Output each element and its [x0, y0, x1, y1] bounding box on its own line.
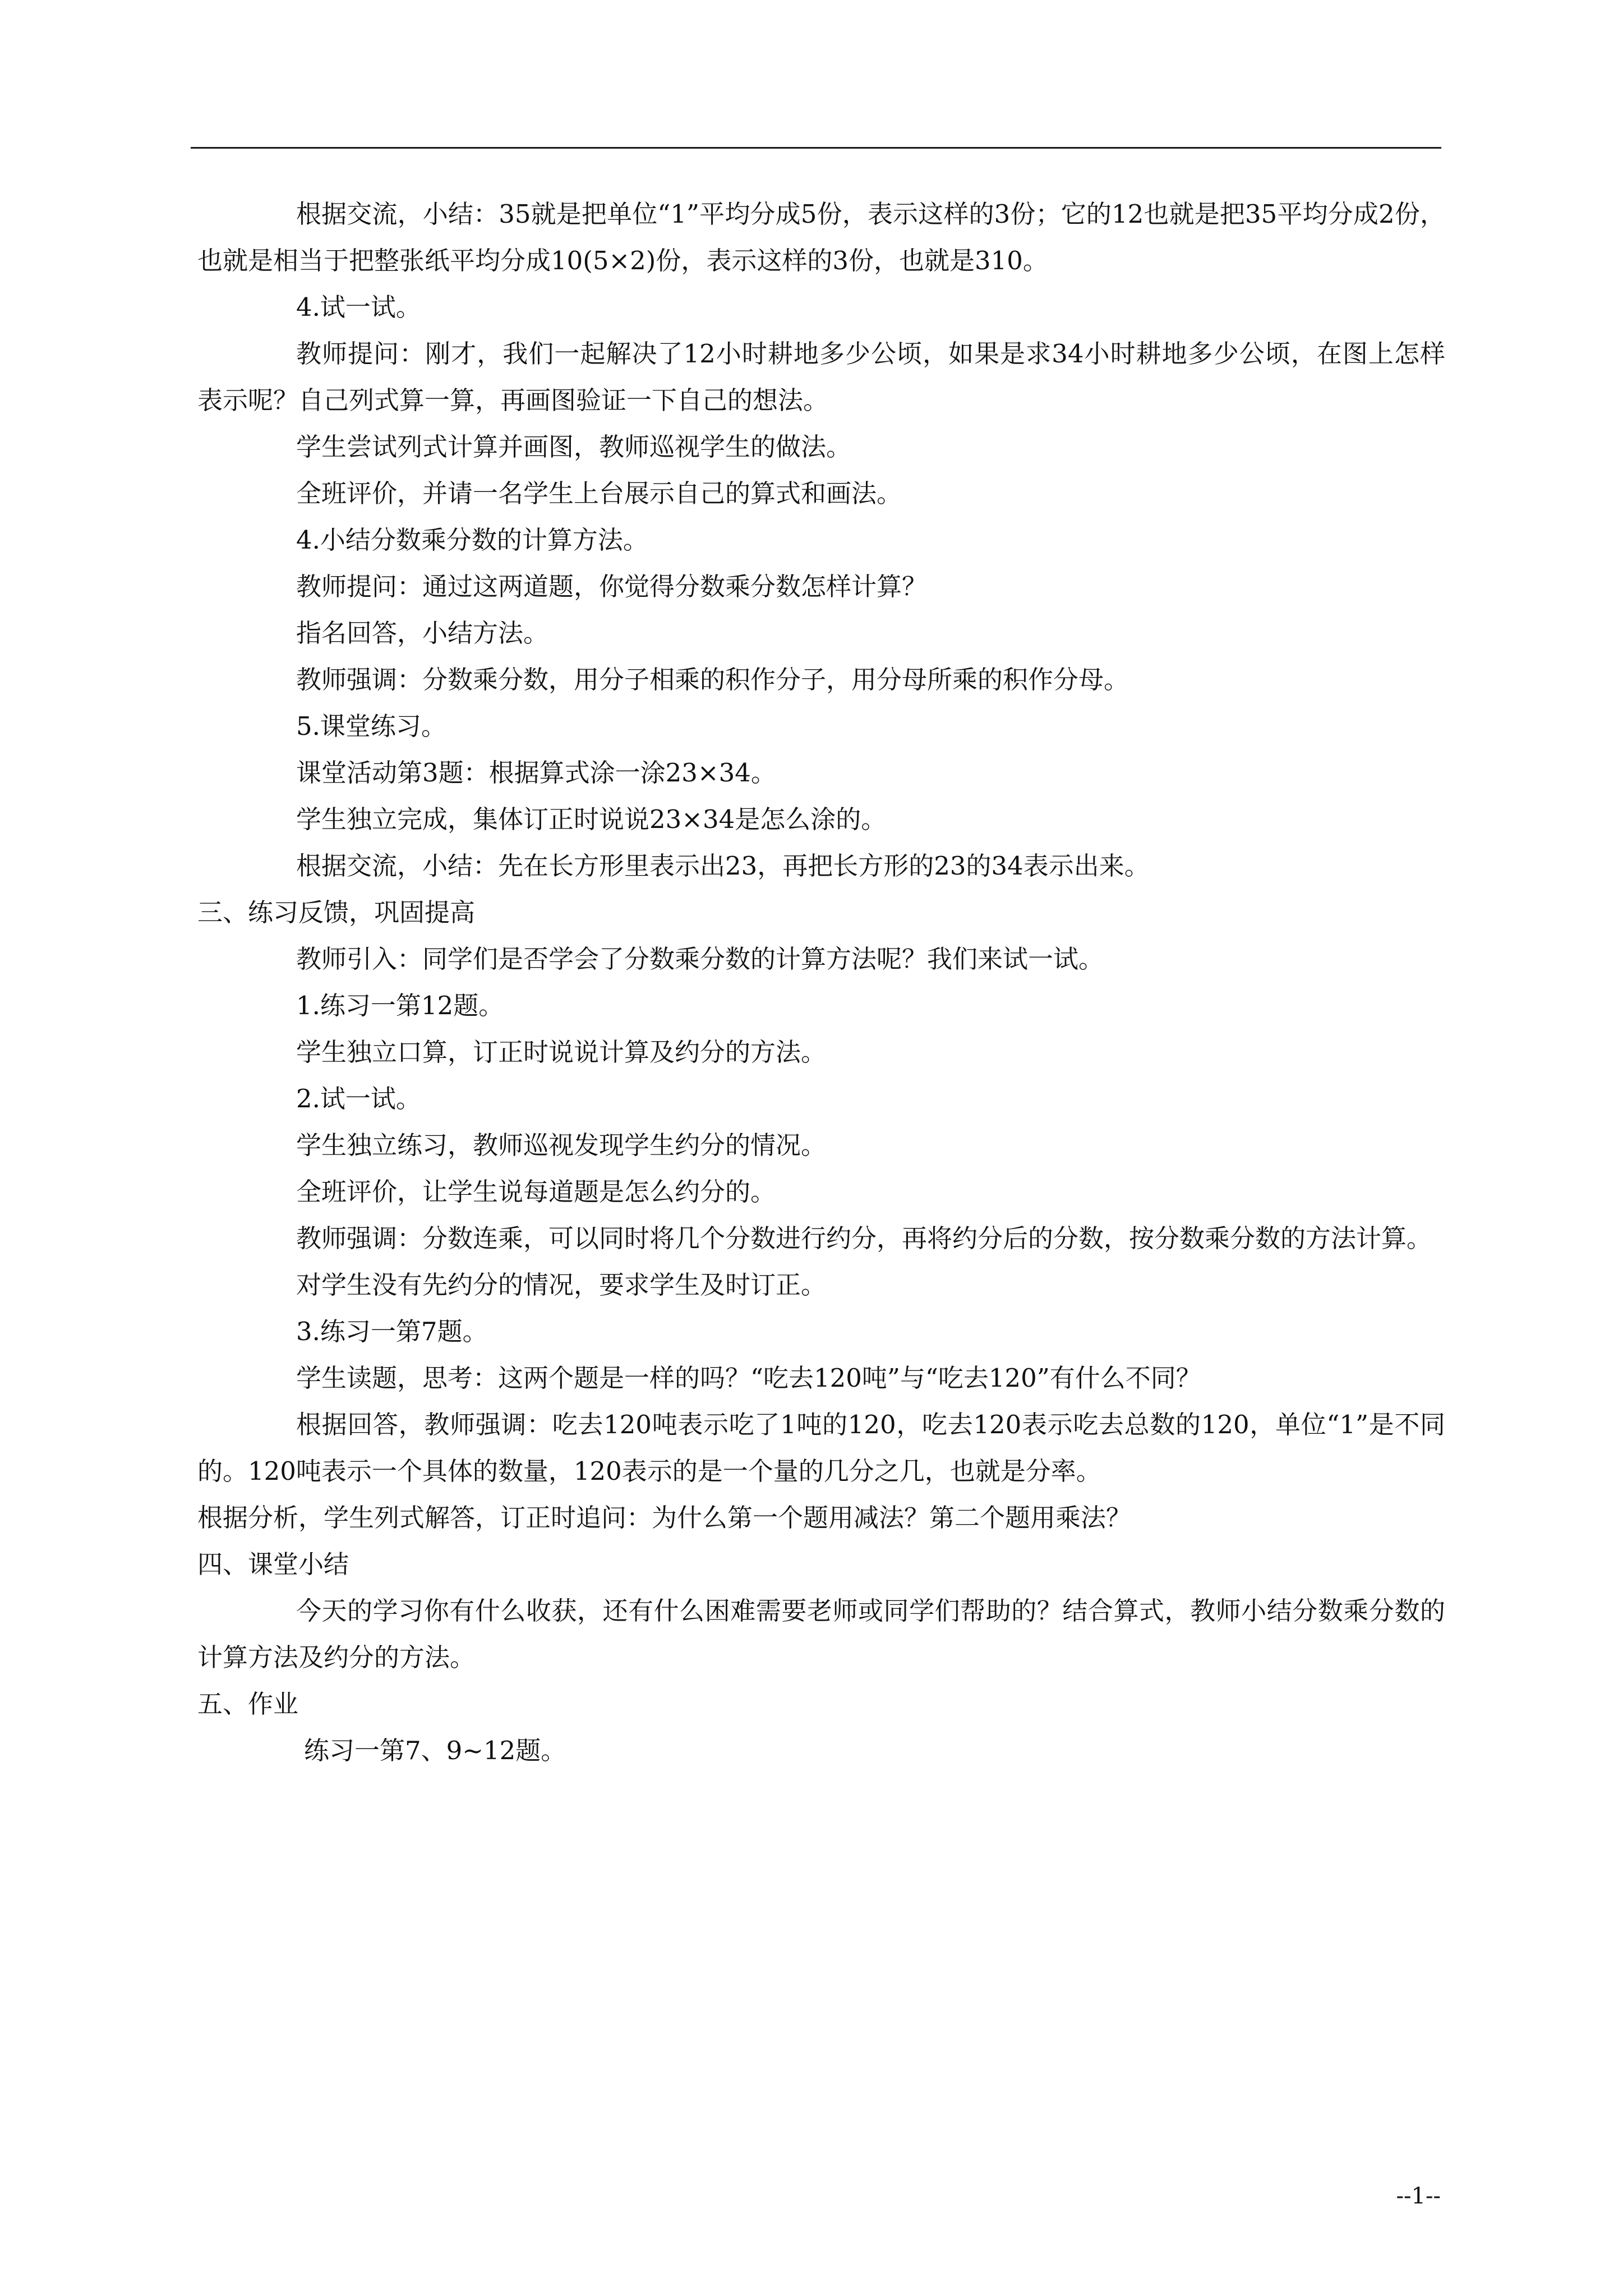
paragraph: 教师提问：刚才，我们一起解决了12小时耕地多少公顷，如果是求34小时耕地多少公顷，在图上怎样表示呢？自己列式算一算，再画图验证一下自己的想法。 [197, 339, 1445, 415]
paragraph: 3.练习一第7题。 [296, 1317, 488, 1346]
paragraph: 学生尝试列式计算并画图，教师巡视学生的做法。 [296, 432, 852, 462]
paragraph: 2.试一试。 [296, 1084, 421, 1114]
paragraph: 课堂活动第3题：根据算式涂一涂23×34。 [296, 758, 776, 788]
paragraph: 全班评价，并请一名学生上台展示自己的算式和画法。 [296, 478, 902, 508]
section-heading: 四、课堂小结 [197, 1549, 349, 1579]
document-body [197, 191, 1445, 1774]
paragraph: 根据交流，小结：先在长方形里表示出23，再把长方形的23的34表示出来。 [296, 851, 1150, 881]
paragraph: 对学生没有先约分的情况，要求学生及时订正。 [296, 1270, 827, 1300]
paragraph: 学生独立口算，订正时说说计算及约分的方法。 [296, 1037, 827, 1067]
header-rule [191, 147, 1441, 149]
paragraph: 今天的学习你有什么收获，还有什么困难需要老师或同学们帮助的？结合算式，教师小结分数乘分数的计算方法及约分的方法。 [197, 1596, 1445, 1672]
page-number: --1-- [1396, 2183, 1441, 2209]
paragraph: 全班评价，让学生说每道题是怎么约分的。 [296, 1177, 776, 1207]
paragraph: 4.小结分数乘分数的计算方法。 [296, 525, 648, 555]
paragraph: 学生独立完成，集体订正时说说23×34是怎么涂的。 [296, 804, 887, 834]
paragraph: 学生读题，思考：这两个题是一样的吗？“吃去120吨”与“吃去120”有什么不同？ [296, 1363, 1201, 1393]
paragraph: 指名回答，小结方法。 [296, 618, 549, 648]
paragraph: 5.课堂练习。 [296, 711, 446, 741]
section-heading: 五、作业 [197, 1689, 299, 1719]
paragraph: 学生独立练习，教师巡视发现学生约分的情况。 [296, 1130, 827, 1160]
paragraph: 教师引入：同学们是否学会了分数乘分数的计算方法呢？我们来试一试。 [296, 944, 1104, 974]
paragraph: 教师强调：分数连乘，可以同时将几个分数进行约分，再将约分后的分数，按分数乘分数的方法计算。 [296, 1223, 1432, 1253]
paragraph: 根据交流，小结：35就是把单位“1”平均分成5份，表示这样的3份；它的12也就是把35平均分成2份，也就是相当于把整张纸平均分成10(5×2)份，表示这样的3份，也就是310。 [197, 199, 1445, 275]
section-heading: 三、练习反馈，巩固提高 [197, 898, 476, 927]
paragraph: 1.练习一第12题。 [296, 991, 504, 1020]
paragraph: 教师强调：分数乘分数，用分子相乘的积作分子，用分母所乘的积作分母。 [296, 665, 1129, 694]
paragraph: 4.试一试。 [296, 292, 421, 322]
paragraph: 根据回答，教师强调：吃去120吨表示吃了1吨的120，吃去120表示吃去总数的120，单位“1”是不同的。120吨表示一个具体的数量，120表示的是一个量的几分之几，也就是分率。 [197, 1410, 1445, 1486]
paragraph: 教师提问：通过这两道题，你觉得分数乘分数怎样计算？ [296, 572, 928, 601]
paragraph: 根据分析，学生列式解答，订正时追问：为什么第一个题用减法？第二个题用乘法？ [197, 1503, 1132, 1533]
paragraph: 练习一第7、9~12题。 [304, 1736, 566, 1765]
